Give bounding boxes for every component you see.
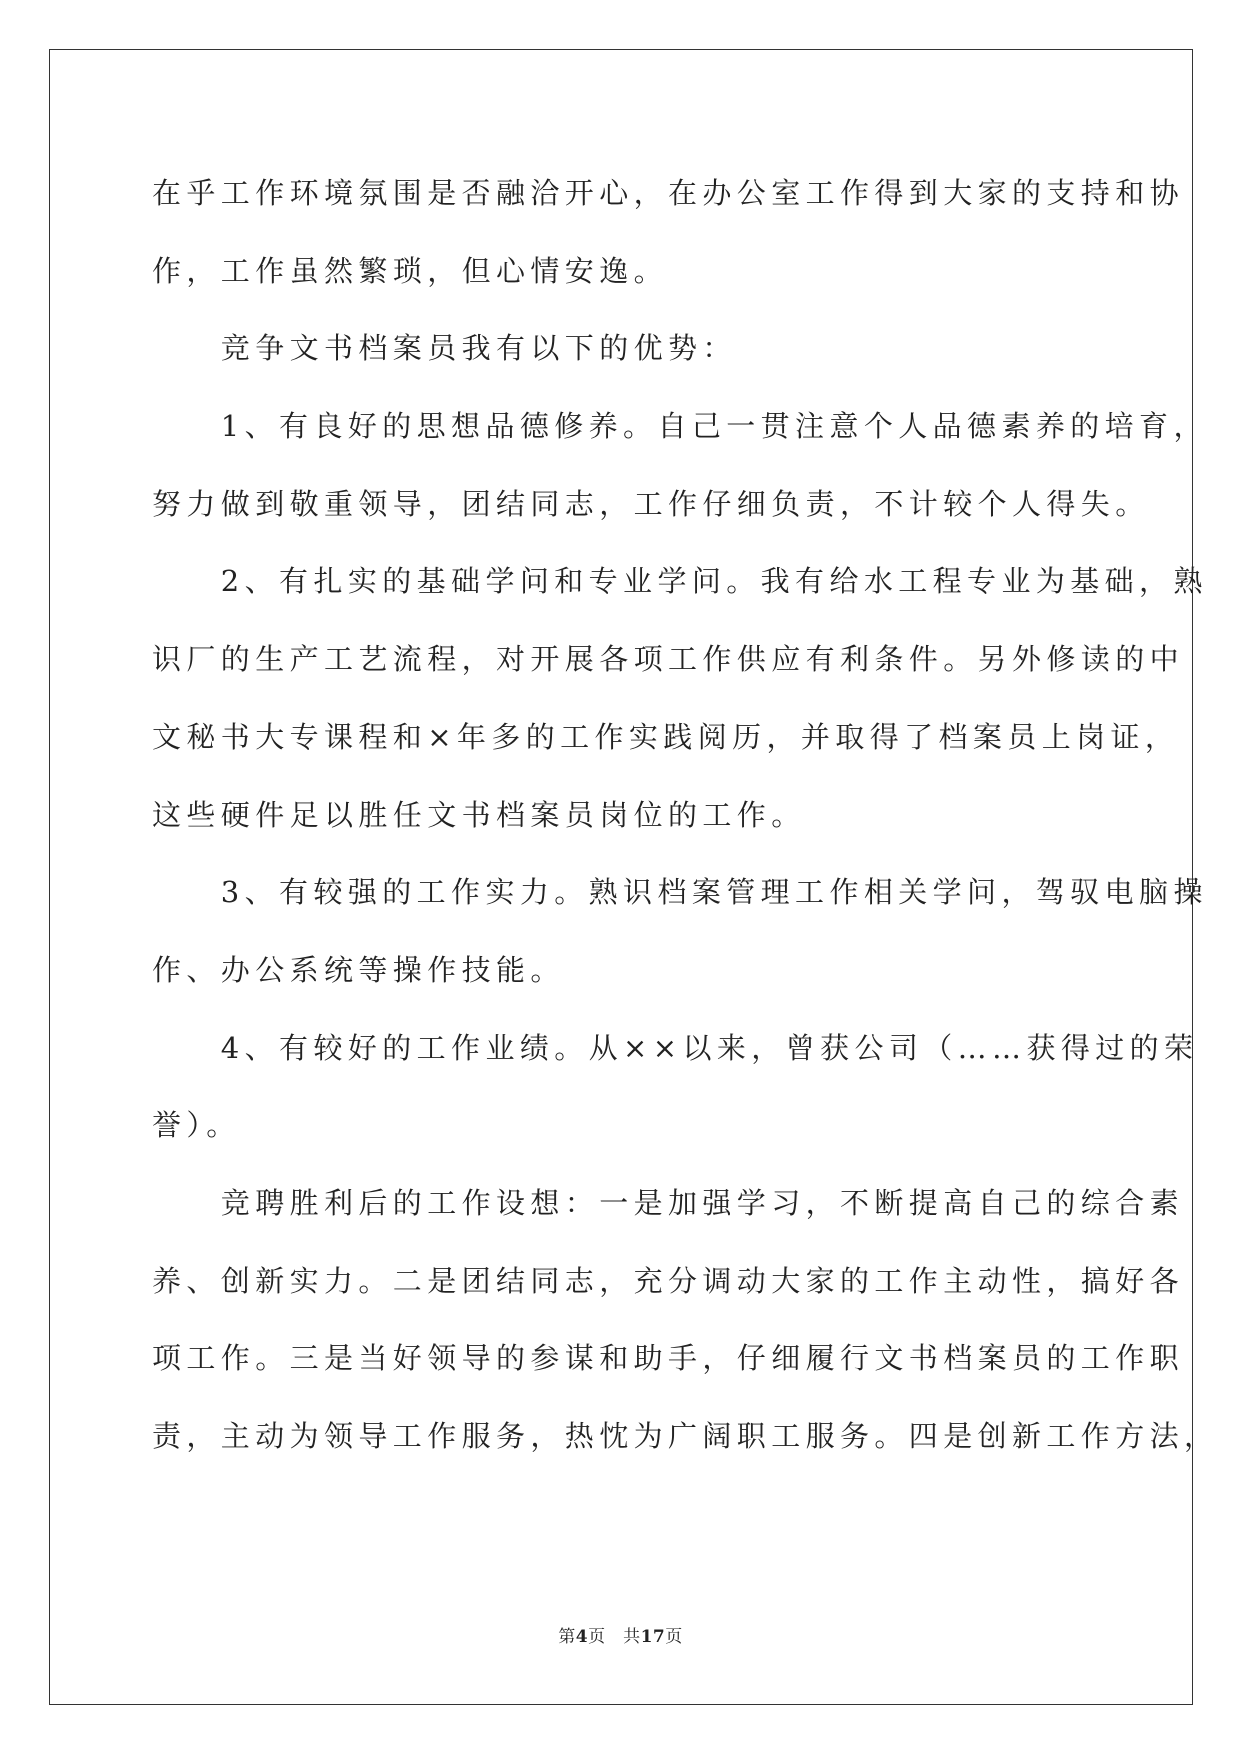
text-line: 竞聘胜利后的工作设想：一是加强学习，不断提高自己的综合素 [152, 1185, 1185, 1220]
text-line: 竞争文书档案员我有以下的优势： [152, 331, 737, 366]
text-line: 3、有较强的工作实力。熟识档案管理工作相关学问，驾驭电脑操 [152, 875, 1208, 910]
footer-prefix: 第 [558, 1627, 576, 1647]
text-line: 养、创新实力。二是团结同志，充分调动大家的工作主动性，搞好各 [152, 1263, 1185, 1298]
text-line: 作，工作虽然繁琐，但心情安逸。 [152, 253, 669, 288]
text-line: 这些硬件足以胜任文书档案员岗位的工作。 [152, 797, 806, 832]
text-line: 作、办公系统等操作技能。 [152, 952, 565, 987]
text-line: 1、有良好的思想品德修养。自己一贯注意个人品德素养的培育， [152, 409, 1208, 444]
text-line: 4、有较好的工作业绩。从××以来，曾获公司（……获得过的荣 [152, 1030, 1199, 1065]
footer-page-suffix: 页 共 [588, 1627, 641, 1647]
total-page-number: 17 [640, 1627, 666, 1647]
text-line: 识厂的生产工艺流程，对开展各项工作供应有利条件。另外修读的中 [152, 642, 1185, 677]
footer-total-suffix: 页 [665, 1627, 683, 1647]
text-line: 2、有扎实的基础学问和专业学问。我有给水工程专业为基础，熟 [152, 564, 1208, 599]
text-line: 文秘书大专课程和×年多的工作实践阅历，并取得了档案员上岗证， [152, 719, 1180, 754]
document-body [152, 155, 1219, 1476]
current-page-number: 4 [575, 1627, 589, 1647]
text-line: 责，主动为领导工作服务，热忱为广阔职工服务。四是创新工作方法， [152, 1419, 1219, 1453]
page-footer [0, 1622, 1241, 1647]
text-line: 誉）。 [152, 1108, 241, 1143]
text-line: 在乎工作环境氛围是否融洽开心，在办公室工作得到大家的支持和协 [152, 176, 1185, 210]
text-line: 项工作。三是当好领导的参谋和助手，仔细履行文书档案员的工作职 [152, 1341, 1185, 1376]
text-line: 努力做到敬重领导，团结同志，工作仔细负责，不计较个人得失。 [152, 486, 1150, 521]
